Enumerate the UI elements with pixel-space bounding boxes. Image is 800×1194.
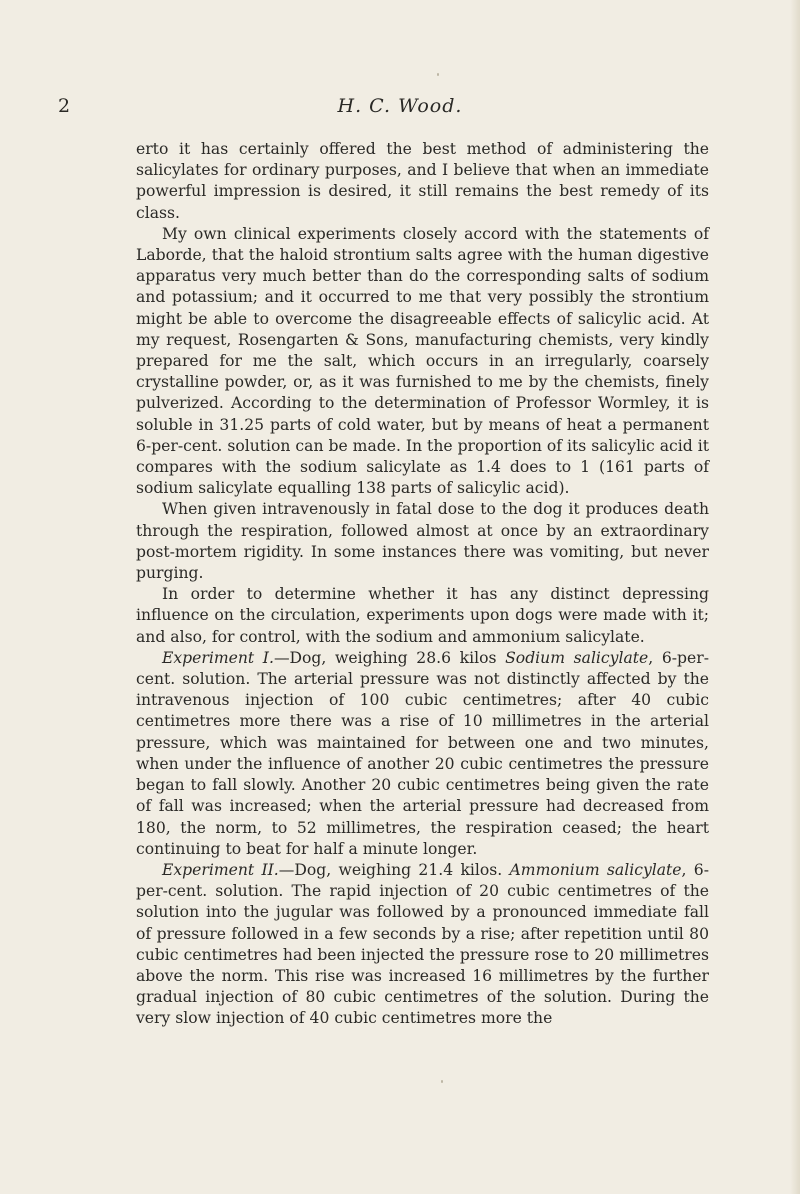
experiment-1-salt: Sodium salicylate [505, 648, 649, 667]
paper-speck [437, 73, 439, 76]
experiment-1-text-a: Dog, weighing 28.6 kilos [289, 648, 506, 667]
paragraph-experiment-2 [136, 860, 709, 1030]
experiment-2-label: Experiment II. [162, 860, 279, 879]
paragraph-clinical-experiments: My own clinical experiments closely accord with the statements of Laborde, that the haloid strontium salts agree with the human digestive apparatus very much better than do the corresponding salts of sodium and potassium; and it occurred to me that very possibly the strontium might be able to overcome the disagreeable effects of salicylic acid. At my request, Rosengarten & Sons, manufacturing chemists, very kindly prepared for me the salt, which occurs in an irregularly, coarsely crystalline powder, or, as it was furnished to me by the chemists, finely pulverized. According to the determination of Professor Wormley, it is soluble in 31.25 parts of cold water, but by means of heat a permanent 6-per-cent. solution can be made. In the proportion of its salicylic acid it compares with the sodium salicylate as 1.4 does to 1 (161 parts of sodium salicylate equalling 138 parts of salicylic acid). [136, 224, 709, 498]
body-text [136, 139, 709, 1030]
paragraph-circulation: In order to determine whether it has any distinct depressing influence on the circulation, experiments upon dogs were made with it; and also, for control, with the sodium and ammonium salicylate. [136, 585, 709, 646]
experiment-2-text-a: Dog, weighing 21.4 kilos. [294, 860, 510, 879]
page-edge-shadow [790, 0, 800, 1194]
experiment-2-salt: Ammonium salicylate [509, 860, 682, 879]
experiment-2-text-b: , 6-per-cent. solution. The rapid injection of 20 cubic centimetres of the solution into the jugular was followed by a pronounced immediate fall of pressure followed in a few seconds by a rise; after repetition until 80 cubic centimetres had been injected the pressure rose to 20 millimetres above the norm. This rise was increased 16 millimetres by the further gradual injection of 80 cubic centimetres of the solution. During the very slow injection of 40 cubic centimetres more the [136, 860, 709, 1028]
experiment-1-text-b: , 6-per-cent. solution. The arterial pressure was not distinctly affected by the intravenous injection of 100 cubic centimetres; after 40 cubic centimetres more there was a rise of 10 millimetres in the arterial pressure, which was maintained for between one and two minutes, when under the influence of another 20 cubic centimetres the pressure began to fall slowly. Another 20 cubic centimetres being given the rate of fall was increased; when the arterial pressure had decreased from 180, the norm, to 52 millimetres, the respiration ceased; the heart continuing to beat for half a minute longer. [136, 648, 709, 858]
page-number: 2 [58, 95, 71, 117]
paragraph-intravenous-effects: When given intravenously in fatal dose to the dog it produces death through the respiration, followed almost at once by an extraordinary post-mortem rigidity. In some instances there was vomiting, but never purging. [136, 500, 709, 583]
experiment-1-label: Experiment I. [162, 648, 274, 667]
paper-speck [441, 1080, 443, 1083]
experiment-1-dash: — [273, 648, 290, 667]
experiment-2-dash: — [278, 860, 295, 879]
page-header [0, 95, 800, 121]
paragraph-continued: erto it has certainly offered the best method of administering the salicylates for ordinary purposes, and I believe that when an immediate powerful impression is desired, it still remains the best remedy of its class. [136, 140, 709, 222]
paragraph-experiment-1 [136, 648, 709, 860]
running-head: H. C. Wood. [337, 95, 463, 117]
